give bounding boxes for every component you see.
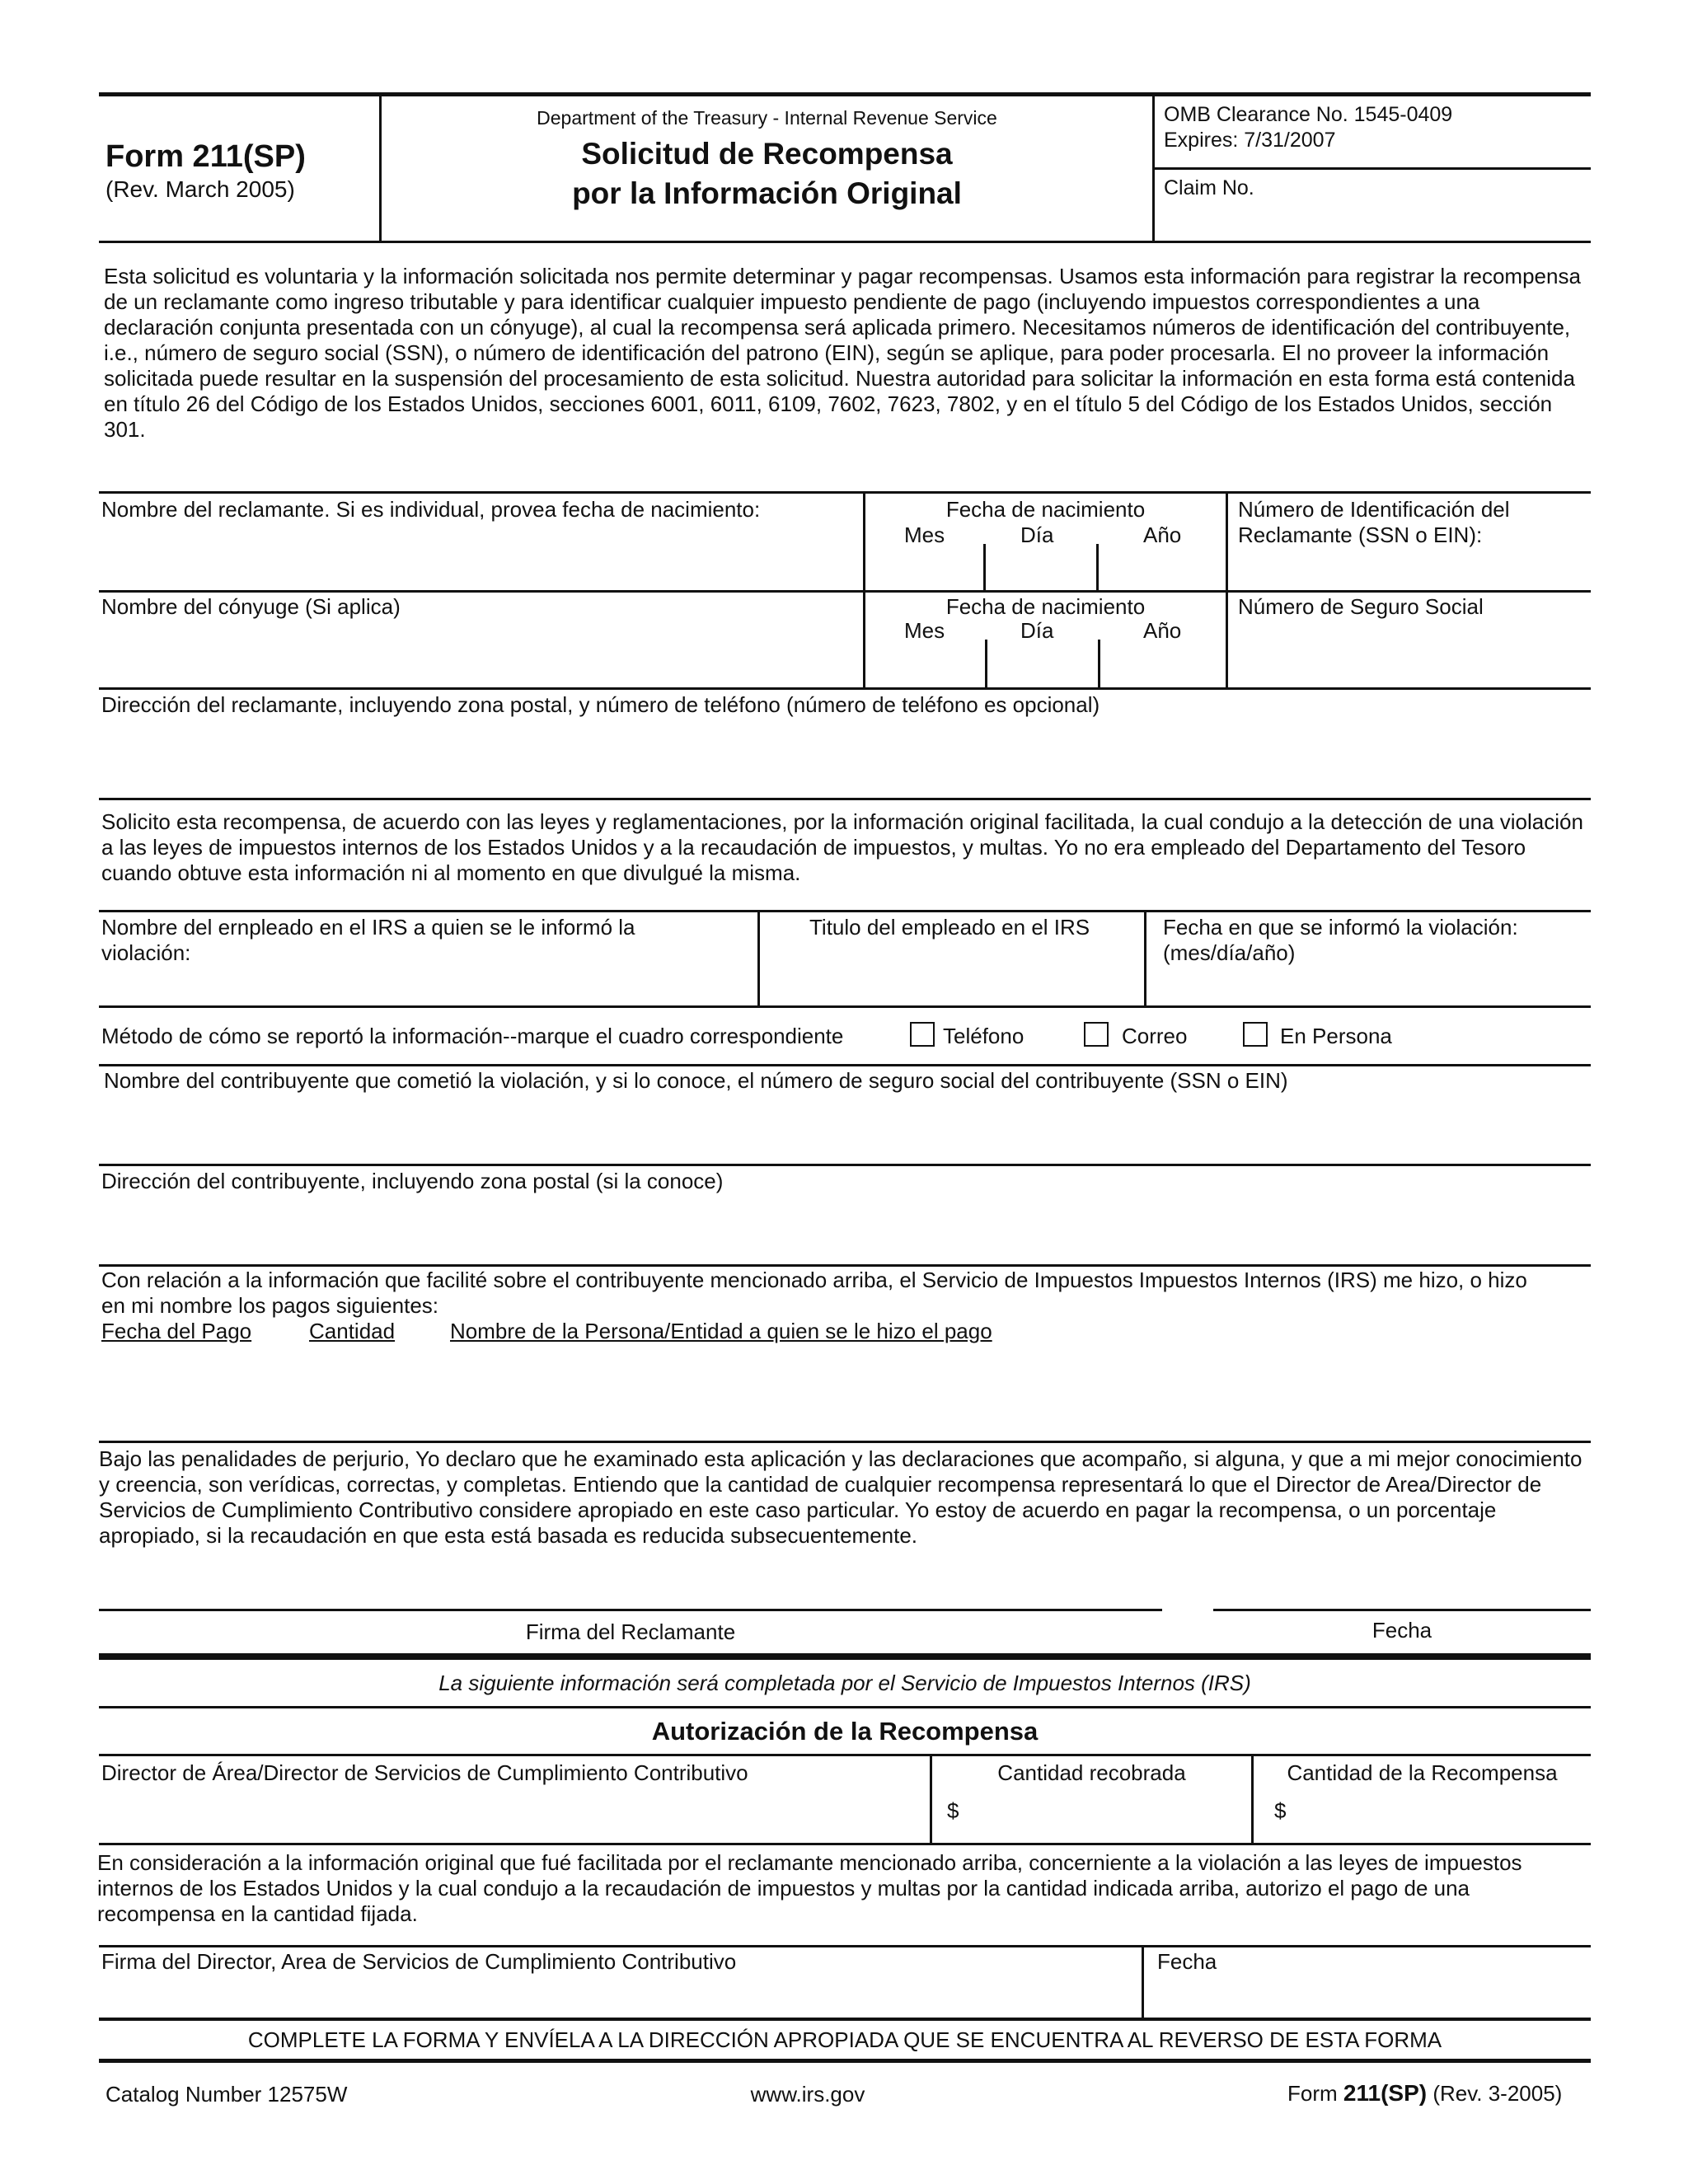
omb-clearance: OMB Clearance No. 1545-0409 (1164, 103, 1453, 126)
footer-form-number: 211(SP) (1343, 2080, 1428, 2106)
expiration-date: Expires: 7/31/2007 (1164, 129, 1336, 152)
header-bottom-rule (99, 241, 1591, 243)
payments-col-date: Fecha del Pago (101, 1319, 252, 1343)
footer-form-prefix: Form (1287, 2081, 1338, 2106)
irs-completion-note: La siguiente información será completada por el Servicio de Impuestos Internos (IRS) (438, 1671, 1251, 1695)
irs-employee-title-field[interactable] (762, 944, 1140, 1005)
payments-intro-2: en mi nombre los pagos siguientes: (101, 1293, 439, 1318)
en-persona-option-label: En Persona (1280, 1024, 1392, 1048)
spouse-name-label: Nombre del cónyuge (Si aplica) (101, 594, 401, 619)
footer-form-rev: (Rev. 3-2005) (1432, 2081, 1563, 2106)
reward-amount-label: Cantidad de la Recompensa (1287, 1760, 1558, 1785)
violation-date-label-1: Fecha en que se informó la violación: (1163, 915, 1518, 940)
correo-checkbox[interactable] (1084, 1022, 1109, 1047)
irs-employee-title-label: Titulo del empleado en el IRS (809, 915, 1090, 940)
department: Department of the Treasury - Internal Revenue Service (537, 107, 997, 129)
claimant-signature-label: Firma del Reclamante (525, 1619, 736, 1644)
spouse-ssn-field[interactable] (1238, 623, 1584, 686)
claimant-signature-date-line (1213, 1609, 1591, 1611)
address-top-rule (99, 687, 1591, 690)
claimant-dob-month: Mes (904, 523, 945, 547)
claimant-dob-field[interactable] (865, 548, 1226, 589)
spouse-ssn-label: Número de Seguro Social (1238, 594, 1484, 619)
taxpayer-address-top-rule (99, 1164, 1591, 1166)
claimant-id-label-2: Reclamante (SSN o EIN): (1238, 523, 1483, 547)
irs-employee-divider-2 (1144, 910, 1146, 1007)
claimant-name-label: Nombre del reclamante. Si es individual, provea fecha de nacimiento: (101, 497, 761, 522)
claimant-dob-label: Fecha de nacimiento (945, 497, 1146, 522)
director-signature-divider (1142, 1945, 1144, 2018)
form-title-line2: por la Información Original (572, 176, 962, 210)
taxpayer-address-field[interactable] (101, 1197, 1585, 1263)
catalog-number: Catalog Number 12575W (106, 2082, 348, 2107)
payments-intro-1: Con relación a la información que facilité sobre el contribuyente mencionado arriba, el Servicio de Impuestos Impuestos Internos (IRS) me hizo, o hizo (101, 1268, 1527, 1292)
spouse-dob-day: Día (1020, 618, 1054, 643)
spouse-dob-year: Año (1143, 618, 1182, 643)
claimant-name-field[interactable] (101, 527, 851, 585)
claim-number-label: Claim No. (1164, 176, 1254, 199)
form-revision: (Rev. March 2005) (106, 176, 295, 202)
claimant-date-label: Fecha (1372, 1618, 1432, 1643)
claimant-dob-year: Año (1143, 523, 1182, 547)
spouse-name-field[interactable] (101, 623, 851, 686)
irs-employee-name-field[interactable] (101, 968, 753, 1005)
privacy-notice: Esta solicitud es voluntaria y la información solicitada nos permite determinar y pagar recompensas. Usamos esta información para registrar la recompensa de un reclamante como ingreso tributable y para identificar cualquier impuesto pendiente de pago (incluyendo impuestos correspondientes a una declaración conjunta presentada con un cónyuge), al cual la recompensa será aplicada primero. Necesitamos números de identificación del contribuyente, i.e., número de seguro social (SSN), o número de identificación del patrono (EIN), según se aplique, para poder procesarla. El no proveer la información solicitada puede resultar en la suspensión del procesamiento de esta solicitud. Nuestra autoridad para solicitar la información en esta forma está contenida en título 26 del Código de los Estados Unidos, secciones 6001, 6011, 6109, 7602, 7623, 7802, y en el título 5 del Código de los Estados Unidos, sección 301. (104, 264, 1581, 442)
footer-form-id (1287, 2080, 1562, 2107)
amount-recovered-dollar: $ (947, 1798, 959, 1823)
claimant-signature-line (99, 1609, 1162, 1611)
violation-date-label-2: (mes/día/año) (1163, 940, 1296, 965)
amount-recovered-field[interactable] (968, 1793, 1245, 1840)
irs-website: www.irs.gov (750, 2082, 865, 2107)
director-signature-label: Firma del Director, Area de Servicios de Cumplimiento Contributivo (101, 1949, 737, 1974)
telefono-option-label: Teléfono (943, 1024, 1025, 1048)
director-date-field[interactable] (1150, 1976, 1585, 2014)
irs-heading-top-rule (99, 1706, 1591, 1708)
claimant-signature-date-field[interactable] (1213, 1566, 1591, 1609)
form-name: Form 211(SP) (106, 139, 306, 174)
reward-amount-dollar: $ (1274, 1798, 1287, 1823)
authorization-top-rule (99, 1843, 1591, 1845)
request-statement: Solicito esta recompensa, de acuerdo con las leyes y reglamentaciones, por la información original facilitada, la cual condujo a la detección de una violación a las leyes de impuestos internos de los Estados Unidos y a la recaudación de impuestos, y multas. Yo no era empleado del Departamento del Tesoro cuando obtuve esta información ni al momento en que divulgué la misma. (101, 809, 1583, 885)
director-date-label: Fecha (1157, 1949, 1217, 1974)
correo-option-label: Correo (1122, 1024, 1188, 1048)
irs-table-top-rule (99, 1754, 1591, 1756)
form-title-line1: Solicitud de Recompensa (581, 137, 953, 171)
report-method-top-rule (99, 1005, 1591, 1008)
taxpayer-name-field[interactable] (101, 1096, 1585, 1162)
declaration-top-rule (99, 1441, 1591, 1443)
director-field[interactable] (101, 1788, 926, 1840)
claim-number-field[interactable] (1286, 171, 1582, 237)
irs-employee-name-label-1: Nombre del ernpleado en el IRS a quien se le informó la (101, 915, 635, 940)
claimant-id-field[interactable] (1238, 551, 1584, 590)
reward-amount-field[interactable] (1296, 1793, 1584, 1840)
claimant-address-label: Dirección del reclamante, incluyendo zona postal, y número de teléfono (número de teléfono es opcional) (101, 692, 1100, 717)
payments-col-amount: Cantidad (309, 1319, 396, 1343)
payments-entry-area[interactable] (101, 1348, 1585, 1439)
director-signature-field[interactable] (101, 1976, 1136, 2014)
amount-recovered-label: Cantidad recobrada (997, 1760, 1186, 1785)
payments-col-name: Nombre de la Persona/Entidad a quien se le hizo el pago (450, 1319, 992, 1343)
claimant-signature-field[interactable] (99, 1566, 1162, 1609)
claimant-top-rule (99, 491, 1591, 494)
reward-authorization-heading: Autorización de la Recompensa (651, 1717, 1039, 1746)
report-method-label: Método de cómo se reportó la información--marque el cuadro correspondiente (101, 1024, 844, 1048)
claimant-id-label-1: Número de Identificación del (1238, 497, 1510, 522)
spouse-dob-month: Mes (904, 618, 945, 643)
spouse-dob-field[interactable] (865, 644, 1226, 686)
top-rule (99, 92, 1591, 96)
director-label: Director de Área/Director de Servicios de Cumplimiento Contributivo (101, 1760, 748, 1785)
spouse-dob-label: Fecha de nacimiento (945, 594, 1146, 619)
instructions-top-rule (99, 2018, 1591, 2021)
irs-employee-divider-1 (757, 910, 760, 1007)
claimant-dob-day: Día (1020, 523, 1054, 547)
telefono-checkbox[interactable] (910, 1022, 935, 1047)
authorization-text: En consideración a la información original que fué facilitada por el reclamante mencionado arriba, concerniente a la violación a las leyes de impuestos internos de los Estados Unidos y la cual condujo a la recaudación de impuestos y multas por la cantidad indicada arriba, autorizo el pago de una recompensa en la cantidad fijada. (97, 1850, 1522, 1926)
request-top-rule (99, 798, 1591, 800)
claimant-address-field[interactable] (101, 721, 1585, 795)
irs-section-thick-rule (99, 1653, 1591, 1660)
payments-top-rule (99, 1264, 1591, 1267)
violation-date-field[interactable] (1150, 968, 1585, 1005)
taxpayer-name-top-rule (99, 1064, 1591, 1066)
en-persona-checkbox[interactable] (1243, 1022, 1268, 1047)
perjury-declaration: Bajo las penalidades de perjurio, Yo declaro que he examinado esta aplicación y las declaraciones que acompaño, si alguna, y que a mi mejor conocimiento y creencia, son verídicas, correctas, y completas. Entiendo que la cantidad de cualquier recompensa representará lo que el Director de Area/Director de Servicios de Cumplimiento Contributivo considere apropiado en este caso particular. Yo estoy de acuerdo en pagar la recompensa, o un porcentaje apropiado, si la recaudación en que esta está basada es reducida subsecuentemente. (99, 1446, 1582, 1548)
mailing-instructions: COMPLETE LA FORMA Y ENVÍELA A LA DIRECCIÓN APROPIADA QUE SE ENCUENTRA AL REVERSO DE ESTA FORMA (247, 2027, 1442, 2052)
claim-rule (1152, 167, 1591, 170)
taxpayer-address-label: Dirección del contribuyente, incluyendo zona postal (si la conoce) (101, 1169, 724, 1193)
irs-employee-top-rule (99, 910, 1591, 912)
footer-top-rule (99, 2059, 1591, 2063)
taxpayer-name-label: Nombre del contribuyente que cometió la violación, y si lo conoce, el número de seguro social del contribuyente (SSN o EIN) (104, 1068, 1288, 1093)
spouse-top-rule (99, 590, 1591, 593)
director-signature-top-rule (99, 1945, 1591, 1947)
irs-employee-name-label-2: violación: (101, 940, 191, 965)
